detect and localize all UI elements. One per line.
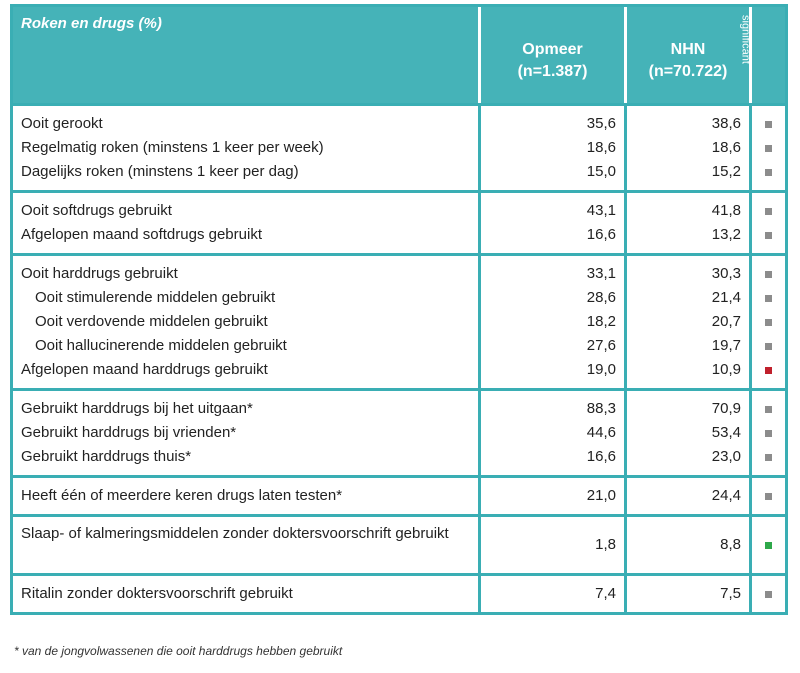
- significance-marker: [752, 223, 785, 247]
- row-label: Gebruikt harddrugs bij het uitgaan*: [21, 400, 253, 417]
- column-header-significant: significant: [739, 15, 752, 64]
- significance-marker: [752, 160, 785, 184]
- value-opmeer: 27,6: [586, 337, 616, 354]
- significance-marker: [752, 445, 785, 469]
- significance-square-icon: [765, 406, 772, 413]
- row-label: Afgelopen maand softdrugs gebruikt: [21, 226, 262, 243]
- row-label: Ooit gerookt: [21, 115, 103, 132]
- value-nhn: 15,2: [711, 163, 741, 180]
- value-nhn: 24,4: [711, 487, 741, 504]
- row-label: Ooit harddrugs gebruikt: [21, 265, 178, 282]
- value-nhn: 18,6: [711, 139, 741, 156]
- value-opmeer: 1,8: [595, 536, 616, 553]
- significance-marker: [752, 334, 785, 358]
- row-label: Ooit verdovende middelen gebruikt: [35, 313, 268, 330]
- significance-marker: [752, 199, 785, 223]
- row-label: Dagelijks roken (minstens 1 keer per dag): [21, 163, 299, 180]
- drugs-table: [10, 4, 788, 615]
- significance-marker: [752, 310, 785, 334]
- column-header-opmeer: [481, 7, 624, 83]
- value-opmeer: 18,6: [586, 139, 616, 156]
- significance-marker: [752, 421, 785, 445]
- row-label: Regelmatig roken (minstens 1 keer per week): [21, 139, 324, 156]
- value-opmeer: 28,6: [586, 289, 616, 306]
- value-opmeer: 18,2: [586, 313, 616, 330]
- column-opmeer-name: Opmeer: [522, 41, 583, 58]
- value-opmeer: 19,0: [586, 361, 616, 378]
- table-title: Roken en drugs (%): [21, 15, 162, 32]
- table-group: [13, 573, 785, 612]
- significance-square-icon: [765, 454, 772, 461]
- significance-marker: [752, 286, 785, 310]
- value-opmeer: 35,6: [586, 115, 616, 132]
- row-label: Ooit stimulerende middelen gebruikt: [35, 289, 276, 306]
- value-opmeer: 44,6: [586, 424, 616, 441]
- significance-marker: [752, 358, 785, 382]
- significance-square-icon: [765, 232, 772, 239]
- row-label: Slaap- of kalmeringsmiddelen zonder doktersvoorschrift gebruikt: [21, 525, 449, 542]
- significance-square-icon: [765, 319, 772, 326]
- significance-square-icon: [765, 208, 772, 215]
- significance-square-icon: [765, 343, 772, 350]
- significance-marker: [752, 582, 785, 606]
- value-nhn: 13,2: [711, 226, 741, 243]
- value-nhn: 19,7: [711, 337, 741, 354]
- value-nhn: 21,4: [711, 289, 741, 306]
- value-nhn: 10,9: [711, 361, 741, 378]
- row-label: Afgelopen maand harddrugs gebruikt: [21, 361, 268, 378]
- table-group: [13, 190, 785, 253]
- value-opmeer: 43,1: [586, 202, 616, 219]
- value-opmeer: 15,0: [586, 163, 616, 180]
- value-opmeer: 33,1: [586, 265, 616, 282]
- row-label: Gebruikt harddrugs thuis*: [21, 448, 192, 465]
- column-header-nhn: [627, 7, 752, 83]
- table-group: [13, 514, 785, 573]
- row-label: Heeft één of meerdere keren drugs laten testen*: [21, 487, 343, 504]
- significance-square-icon: [765, 121, 772, 128]
- value-opmeer: 16,6: [586, 226, 616, 243]
- column-nhn-name: NHN: [670, 41, 706, 58]
- significance-marker: [752, 136, 785, 160]
- column-opmeer-n: (n=1.387): [517, 63, 588, 80]
- value-nhn: 30,3: [711, 265, 741, 282]
- value-nhn: 23,0: [711, 448, 741, 465]
- significance-square-icon: [765, 367, 772, 374]
- value-opmeer: 21,0: [586, 487, 616, 504]
- significance-square-icon: [765, 295, 772, 302]
- row-label: Ooit hallucinerende middelen gebruikt: [35, 337, 287, 354]
- value-nhn: 53,4: [711, 424, 741, 441]
- value-nhn: 41,8: [711, 202, 741, 219]
- significance-square-icon: [765, 493, 772, 500]
- significance-square-icon: [765, 591, 772, 598]
- value-nhn: 7,5: [720, 585, 741, 602]
- value-nhn: 70,9: [711, 400, 741, 417]
- value-opmeer: 7,4: [595, 585, 616, 602]
- significance-square-icon: [765, 542, 772, 549]
- significance-marker: [752, 112, 785, 136]
- significance-marker: [752, 523, 785, 567]
- value-nhn: 8,8: [720, 536, 741, 553]
- significance-square-icon: [765, 145, 772, 152]
- significance-square-icon: [765, 169, 772, 176]
- table-group: [13, 475, 785, 514]
- row-label: Gebruikt harddrugs bij vrienden*: [21, 424, 237, 441]
- table-header: [13, 7, 785, 103]
- value-opmeer: 16,6: [586, 448, 616, 465]
- footnote: * van de jongvolwassenen die ooit harddrugs hebben gebruikt: [14, 644, 343, 658]
- value-nhn: 38,6: [711, 115, 741, 132]
- value-nhn: 20,7: [711, 313, 741, 330]
- significance-square-icon: [765, 430, 772, 437]
- table-group: [13, 103, 785, 190]
- significance-marker: [752, 262, 785, 286]
- table-group: [13, 388, 785, 475]
- row-label: Ritalin zonder doktersvoorschrift gebruikt: [21, 585, 293, 602]
- column-nhn-n: (n=70.722): [648, 63, 728, 80]
- table-group: [13, 253, 785, 388]
- row-label: Ooit softdrugs gebruikt: [21, 202, 172, 219]
- significance-marker: [752, 397, 785, 421]
- significance-square-icon: [765, 271, 772, 278]
- significance-marker: [752, 484, 785, 508]
- value-opmeer: 88,3: [586, 400, 616, 417]
